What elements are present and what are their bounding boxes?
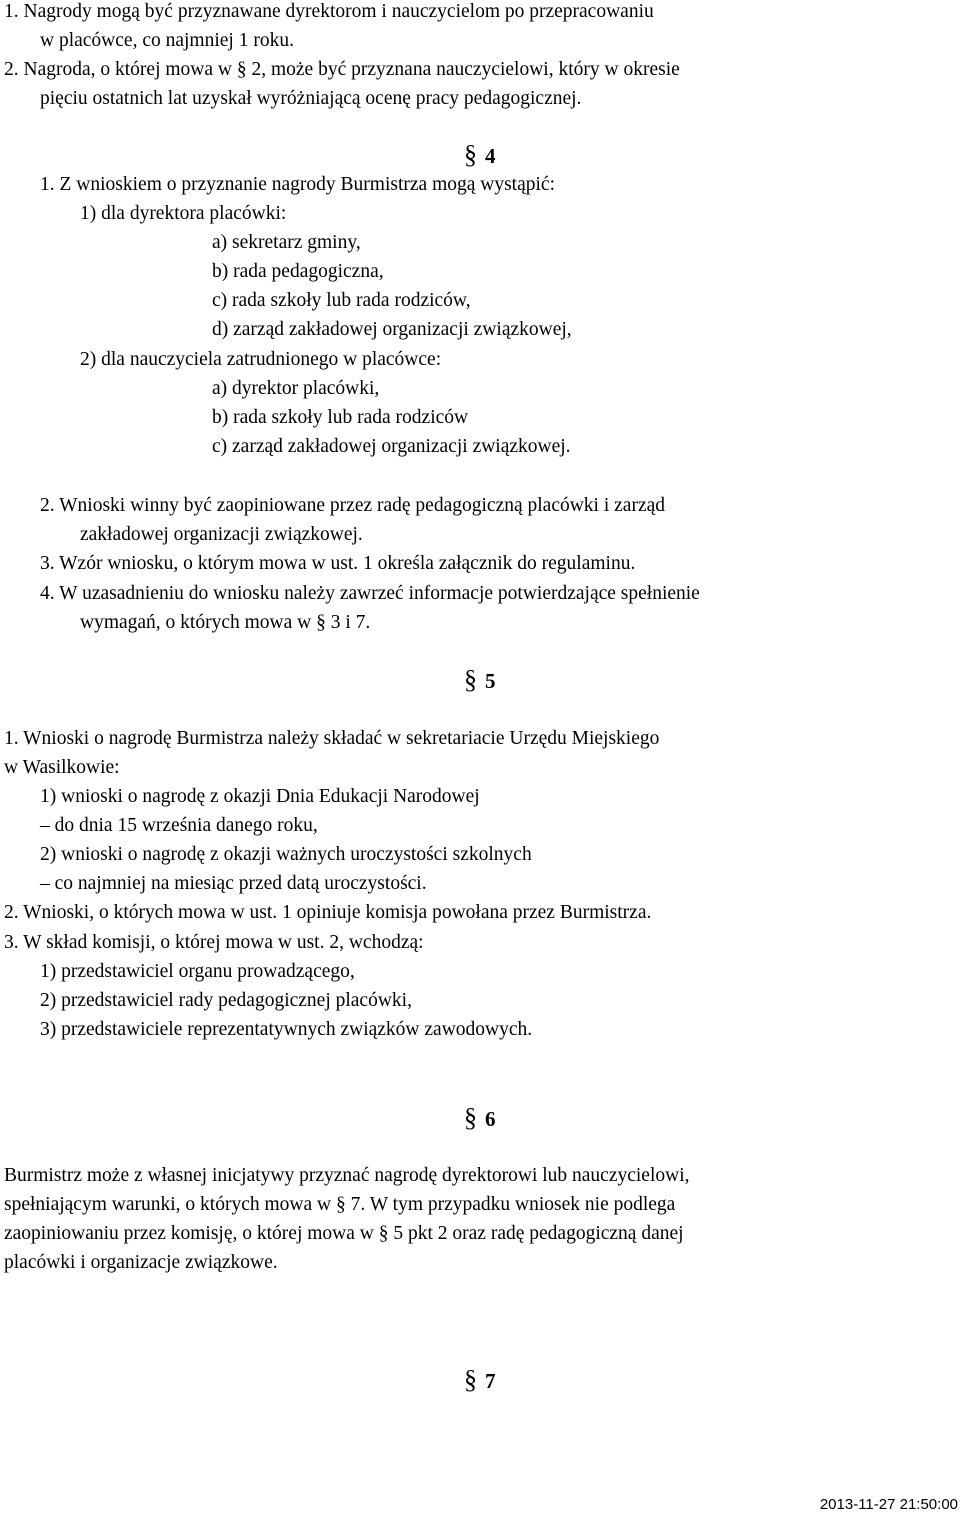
s6-line: Burmistrz może z własnej inicjatywy przyznać nagrodę dyrektorowi lub nauczycielowi,	[4, 1165, 690, 1186]
s4-item: 2. Wnioski winny być zaopiniowane przez radę pedagogiczną placówki i zarząd	[40, 495, 666, 516]
s5-item: 3) przedstawiciele reprezentatywnych związków zawodowych.	[40, 1019, 533, 1040]
s5-item: 2) przedstawiciel rady pedagogicznej placówki,	[40, 990, 412, 1011]
s3-p2-line2: pięciu ostatnich lat uzyskał wyróżniającą ocenę pracy pedagogicznej.	[40, 88, 582, 109]
s5-item: – do dnia 15 września danego roku,	[40, 815, 318, 836]
section-number: 7	[485, 1369, 496, 1393]
s5-item: 2) wnioski o nagrodę z okazji ważnych uroczystości szkolnych	[40, 844, 532, 865]
s4-item: a) dyrektor placówki,	[212, 378, 380, 399]
s5-item: w Wasilkowie:	[4, 757, 120, 778]
section-number: 6	[485, 1107, 496, 1131]
section-number: 5	[485, 669, 496, 693]
section-5-heading	[464, 665, 496, 695]
s4-item: 3. Wzór wniosku, o którym mowa w ust. 1 określa załącznik do regulaminu.	[40, 553, 636, 574]
s4-item: wymagań, o których mowa w § 3 i 7.	[80, 612, 371, 633]
s4-item: 2) dla nauczyciela zatrudnionego w placówce:	[80, 349, 442, 370]
s5-item: 3. W skład komisji, o której mowa w ust. 2, wchodzą:	[4, 932, 424, 953]
s4-item: c) zarząd zakładowej organizacji związkowej.	[212, 436, 571, 457]
footer-timestamp: 2013-11-27 21:50:00	[819, 1496, 958, 1513]
section-number: 4	[485, 144, 496, 168]
section-6-heading	[464, 1103, 496, 1133]
s4-item: a) sekretarz gminy,	[212, 232, 361, 253]
paragraph-sign: §	[464, 1103, 477, 1132]
s3-p1-line2: w placówce, co najmniej 1 roku.	[40, 30, 294, 51]
s4-item: b) rada szkoły lub rada rodziców	[212, 407, 469, 428]
section-4-heading	[464, 140, 496, 170]
s3-p2-line1: 2. Nagroda, o której mowa w § 2, może być przyznana nauczycielowi, który w okresie	[4, 59, 680, 80]
paragraph-sign: §	[464, 1365, 477, 1394]
s4-item: 4. W uzasadnieniu do wniosku należy zawrzeć informacje potwierdzające spełnienie	[40, 583, 700, 604]
s4-item: zakładowej organizacji związkowej.	[80, 524, 363, 545]
s3-p1-line1: 1. Nagrody mogą być przyznawane dyrektorom i nauczycielom po przepracowaniu	[4, 1, 654, 22]
s4-item: 1. Z wnioskiem o przyznanie nagrody Burmistrza mogą wystąpić:	[40, 174, 555, 195]
s4-item: c) rada szkoły lub rada rodziców,	[212, 290, 471, 311]
s5-item: 1) wnioski o nagrodę z okazji Dnia Edukacji Narodowej	[40, 786, 480, 807]
section-7-heading	[464, 1365, 496, 1395]
s5-item: – co najmniej na miesiąc przed datą uroczystości.	[40, 873, 427, 894]
paragraph-sign: §	[464, 140, 477, 169]
paragraph-sign: §	[464, 665, 477, 694]
s4-item: d) zarząd zakładowej organizacji związkowej,	[212, 319, 572, 340]
s5-item: 2. Wnioski, o których mowa w ust. 1 opiniuje komisja powołana przez Burmistrza.	[4, 902, 652, 923]
s4-item: b) rada pedagogiczna,	[212, 261, 384, 282]
s5-item: 1. Wnioski o nagrodę Burmistrza należy składać w sekretariacie Urzędu Miejskiego	[4, 728, 660, 749]
s6-line: placówki i organizacje związkowe.	[4, 1252, 278, 1273]
s4-item: 1) dla dyrektora placówki:	[80, 203, 287, 224]
s6-line: zaopiniowaniu przez komisję, o której mowa w § 5 pkt 2 oraz radę pedagogiczną danej	[4, 1223, 684, 1244]
s6-line: spełniającym warunki, o których mowa w § 7. W tym przypadku wniosek nie podlega	[4, 1194, 676, 1215]
s5-item: 1) przedstawiciel organu prowadzącego,	[40, 961, 355, 982]
